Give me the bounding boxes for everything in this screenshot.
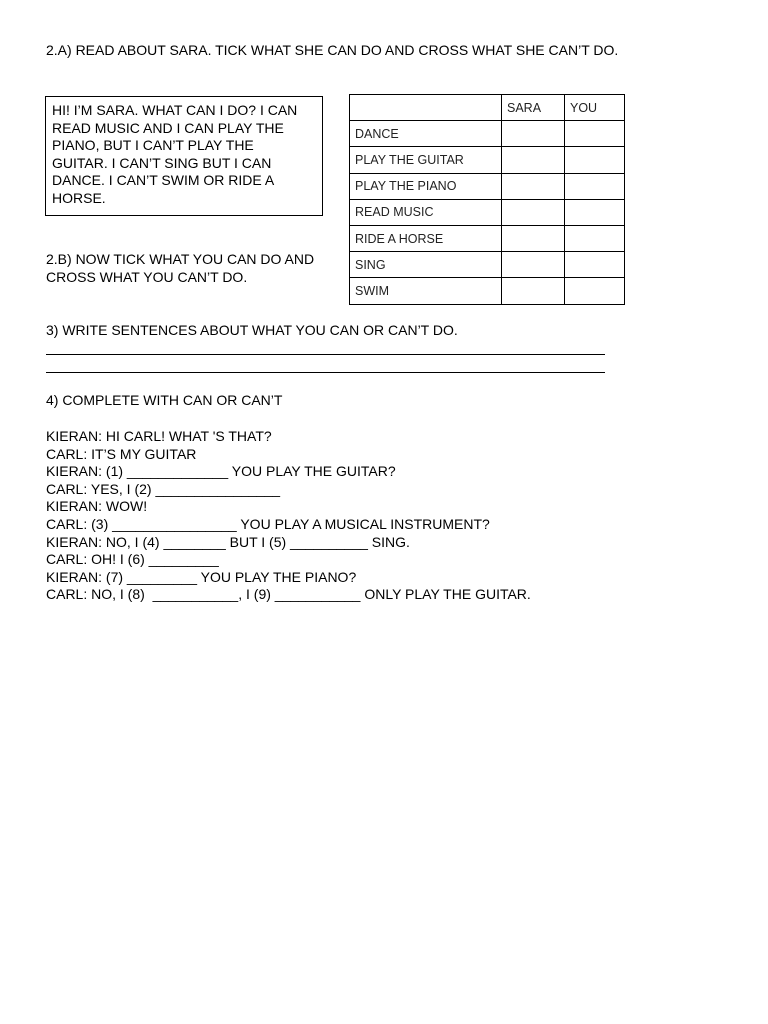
table-header-you: YOU (565, 95, 625, 121)
dialogue (46, 428, 531, 604)
activity-label: PLAY THE PIANO (350, 173, 502, 199)
you-answer-cell[interactable] (565, 173, 625, 199)
activity-label: RIDE A HORSE (350, 225, 502, 251)
exercise-2a-heading: 2.A) READ ABOUT SARA. TICK WHAT SHE CAN DO AND CROSS WHAT SHE CAN’T DO. (46, 42, 619, 58)
sara-answer-cell[interactable] (502, 121, 565, 147)
table-row (350, 199, 625, 225)
you-answer-cell[interactable] (565, 225, 625, 251)
dialogue-line: KIERAN: (7) _________ YOU PLAY THE PIANO? (46, 568, 357, 585)
ability-table (349, 94, 625, 305)
exercise-2b-heading (46, 251, 336, 286)
dialogue-line: CARL: (3) ________________ YOU PLAY A MUSICAL INSTRUMENT? (46, 515, 490, 532)
table-row (350, 173, 625, 199)
exercise-2b-heading-line: CROSS WHAT YOU CAN’T DO. (46, 268, 248, 285)
writing-line[interactable] (46, 354, 605, 355)
you-answer-cell[interactable] (565, 147, 625, 173)
sara-text-line: GUITAR. I CAN’T SING BUT I CAN (52, 154, 272, 171)
you-answer-cell[interactable] (565, 121, 625, 147)
activity-label: SWIM (350, 278, 502, 304)
sara-text-line: HI! I’M SARA. WHAT CAN I DO? I CAN (52, 102, 298, 118)
sara-text-line: DANCE. I CAN’T SWIM OR RIDE A (52, 172, 275, 189)
activity-label: READ MUSIC (350, 199, 502, 225)
you-answer-cell[interactable] (565, 252, 625, 278)
dialogue-line: CARL: OH! I (6) _________ (46, 551, 219, 568)
sara-answer-cell[interactable] (502, 147, 565, 173)
sara-answer-cell[interactable] (502, 173, 565, 199)
dialogue-line: KIERAN: WOW! (46, 498, 148, 515)
activity-label: SING (350, 252, 502, 278)
dialogue-line: CARL: YES, I (2) ________________ (46, 480, 281, 497)
table-row (350, 278, 625, 304)
exercise-2b-heading-line: 2.B) NOW TICK WHAT YOU CAN DO AND (46, 251, 315, 267)
writing-line[interactable] (46, 372, 605, 373)
table-header-sara: SARA (502, 95, 565, 121)
sara-answer-cell[interactable] (502, 252, 565, 278)
exercise-4-heading: 4) COMPLETE WITH CAN OR CAN’T (46, 392, 283, 408)
activity-label: PLAY THE GUITAR (350, 147, 502, 173)
sara-text-line: READ MUSIC AND I CAN PLAY THE (52, 119, 284, 136)
exercise-3-heading: 3) WRITE SENTENCES ABOUT WHAT YOU CAN OR CAN’T DO. (46, 322, 458, 338)
table-row (350, 225, 625, 251)
you-answer-cell[interactable] (565, 278, 625, 304)
table-row (350, 121, 625, 147)
table-row (350, 252, 625, 278)
dialogue-line: KIERAN: HI CARL! WHAT 'S THAT? (46, 428, 272, 444)
dialogue-line: CARL: IT’S MY GUITAR (46, 445, 197, 462)
table-header-row (350, 95, 625, 121)
sara-text-line: PIANO, BUT I CAN’T PLAY THE (52, 137, 254, 154)
sara-text-line: HORSE. (52, 189, 106, 206)
table-header-blank (350, 95, 502, 121)
sara-answer-cell[interactable] (502, 278, 565, 304)
activity-label: DANCE (350, 121, 502, 147)
sara-answer-cell[interactable] (502, 199, 565, 225)
you-answer-cell[interactable] (565, 199, 625, 225)
dialogue-line: KIERAN: NO, I (4) ________ BUT I (5) __________ SING. (46, 533, 410, 550)
table-row (350, 147, 625, 173)
dialogue-line: KIERAN: (1) _____________ YOU PLAY THE GUITAR? (46, 463, 396, 480)
sara-answer-cell[interactable] (502, 225, 565, 251)
sara-text-box (45, 96, 323, 216)
dialogue-line: CARL: NO, I (8) ___________, I (9) ___________ ONLY PLAY THE GUITAR. (46, 586, 531, 603)
